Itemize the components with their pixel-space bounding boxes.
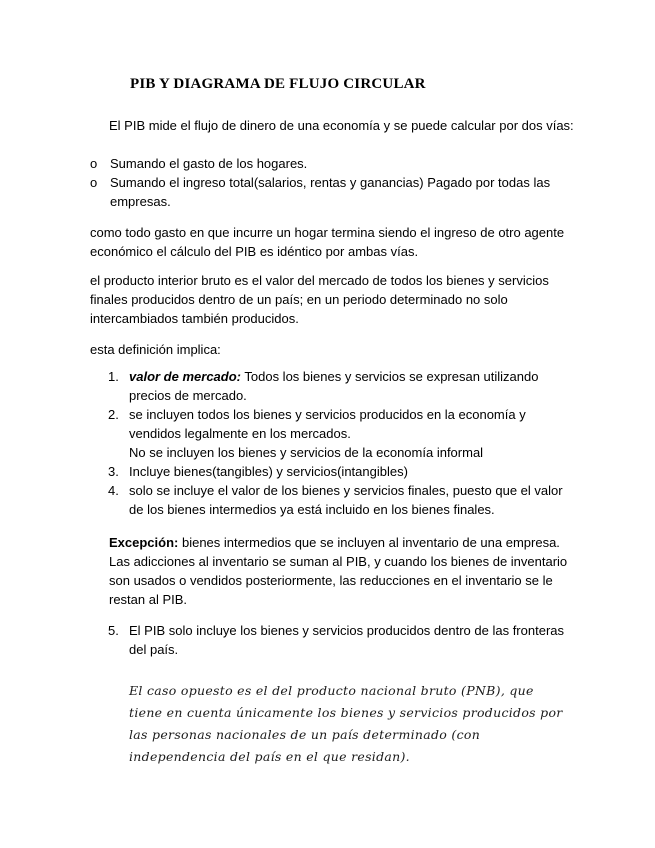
item-number: 5.	[108, 623, 119, 638]
list-item	[108, 405, 568, 462]
bullet-marker: o	[90, 156, 98, 171]
item-number: 4.	[108, 483, 119, 498]
item-text: se incluyen todos los bienes y servicios producidos en la economía y vendidos legalmente en los mercados.	[129, 407, 526, 441]
paragraph-pib-definition: el producto interior bruto es el valor del mercado de todos los bienes y servicios finales producidos dentro de un país; en un periodo determinado no solo intercambiados también producidos.	[90, 273, 549, 326]
exception-text: bienes intermedios que se incluyen al inventario de una empresa. Las adicciones al inventario se suman al PIB, y cuando los bienes de inventario son usados o vendidos posteriormente, las reducciones en el inventario se le restan al PIB.	[109, 535, 568, 607]
bullet-list	[90, 154, 560, 211]
item-term: valor de mercado:	[129, 369, 241, 384]
paragraph-implication: esta definición implica:	[90, 342, 221, 357]
document-title: PIB Y DIAGRAMA DE FLUJO CIRCULAR	[130, 76, 426, 92]
list-item	[90, 173, 560, 211]
numbered-list	[108, 367, 568, 519]
list-item	[90, 154, 560, 173]
item-number: 2.	[108, 407, 119, 422]
item-text: Incluye bienes(tangibles) y servicios(intangibles)	[129, 464, 408, 479]
bullet-text: Sumando el ingreso total(salarios, rentas y ganancias) Pagado por todas las empresas.	[110, 175, 551, 209]
handwritten-note: El caso opuesto es el del producto nacional bruto (PNB), que tiene en cuenta únicamente los bienes y servicios producidos por las personas nacionales de un país determinado (con independencia del país en el que residan).	[129, 683, 563, 764]
item-text: Todos los bienes y servicios se expresan utilizando precios de mercado.	[129, 369, 539, 403]
exception-paragraph	[109, 533, 569, 609]
exception-label: Excepción:	[109, 535, 179, 550]
bullet-text: Sumando el gasto de los hogares.	[110, 156, 308, 171]
intro-paragraph: El PIB mide el flujo de dinero de una economía y se puede calcular por dos vías:	[109, 118, 574, 133]
list-item	[108, 462, 568, 481]
item-text: solo se incluye el valor de los bienes y servicios finales, puesto que el valor de los bienes intermedios ya está incluido en los bienes finales.	[129, 483, 563, 517]
item-number: 3.	[108, 464, 119, 479]
list-item	[108, 481, 568, 519]
paragraph-spending-income: como todo gasto en que incurre un hogar termina siendo el ingreso de otro agente económico el cálculo del PIB es idéntico por ambas vías.	[90, 225, 565, 259]
item-text: El PIB solo incluye los bienes y servicios producidos dentro de las fronteras del país.	[129, 623, 564, 657]
item-number: 1.	[108, 369, 119, 384]
list-item	[108, 367, 568, 405]
list-item-5	[108, 621, 568, 659]
item-extra-text: No se incluyen los bienes y servicios de la economía informal	[129, 445, 484, 460]
bullet-marker: o	[90, 175, 98, 190]
